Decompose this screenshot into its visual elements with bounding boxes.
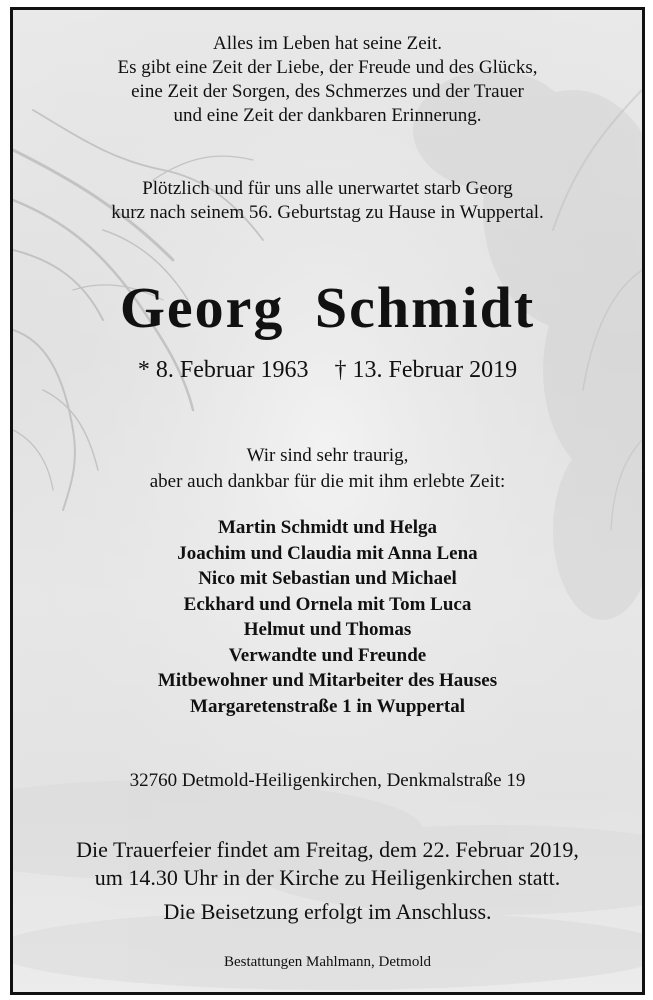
mourner-name: Eckhard und Ornela mit Tom Luca	[183, 594, 472, 615]
service-line: Die Beisetzung erfolgt im Anschluss.	[163, 899, 492, 924]
mourner-name: Nico mit Sebastian und Michael	[198, 568, 457, 589]
announcement-line: Plötzlich und für uns alle unerwartet starb Georg	[142, 178, 513, 199]
family-address: 32760 Detmold-Heiligenkirchen, Denkmalstraße 19	[129, 770, 526, 791]
service-line: um 14.30 Uhr in der Kirche zu Heiligenkirchen statt.	[94, 865, 561, 890]
poem-line: eine Zeit der Sorgen, des Schmerzes und der Trauer	[131, 81, 524, 102]
life-dates	[13, 357, 642, 384]
obituary-frame	[10, 7, 645, 995]
announcement-line: kurz nach seinem 56. Geburtstag zu Hause in Wuppertal.	[111, 202, 544, 223]
birth-date: * 8. Februar 1963	[137, 357, 309, 383]
poem-line: Es gibt eine Zeit der Liebe, der Freude und des Glücks,	[117, 57, 538, 78]
mourner-name: Martin Schmidt und Helga	[217, 517, 438, 538]
mourner-name: Mitbewohner und Mitarbeiter des Hauses	[157, 670, 498, 691]
service-line: Die Trauerfeier findet am Freitag, dem 22. Februar 2019,	[76, 837, 579, 862]
death-date: † 13. Februar 2019	[334, 357, 518, 383]
mourner-name: Verwandte und Freunde	[228, 645, 427, 666]
mourner-name: Joachim und Claudia mit Anna Lena	[177, 543, 478, 564]
poem-line: Alles im Leben hat seine Zeit.	[213, 33, 442, 54]
poem-line: und eine Zeit der dankbaren Erinnerung.	[173, 105, 482, 126]
obituary-content	[13, 10, 642, 992]
sentiment-line: Wir sind sehr traurig,	[246, 445, 409, 466]
mourner-name: Helmut und Thomas	[243, 619, 412, 640]
sentiment-line: aber auch dankbar für die mit ihm erlebte Zeit:	[149, 471, 506, 492]
undertaker-credit: Bestattungen Mahlmann, Detmold	[223, 954, 432, 970]
deceased-name: Georg Schmidt	[119, 275, 536, 340]
mourner-name: Margaretenstraße 1 in Wuppertal	[190, 696, 465, 717]
